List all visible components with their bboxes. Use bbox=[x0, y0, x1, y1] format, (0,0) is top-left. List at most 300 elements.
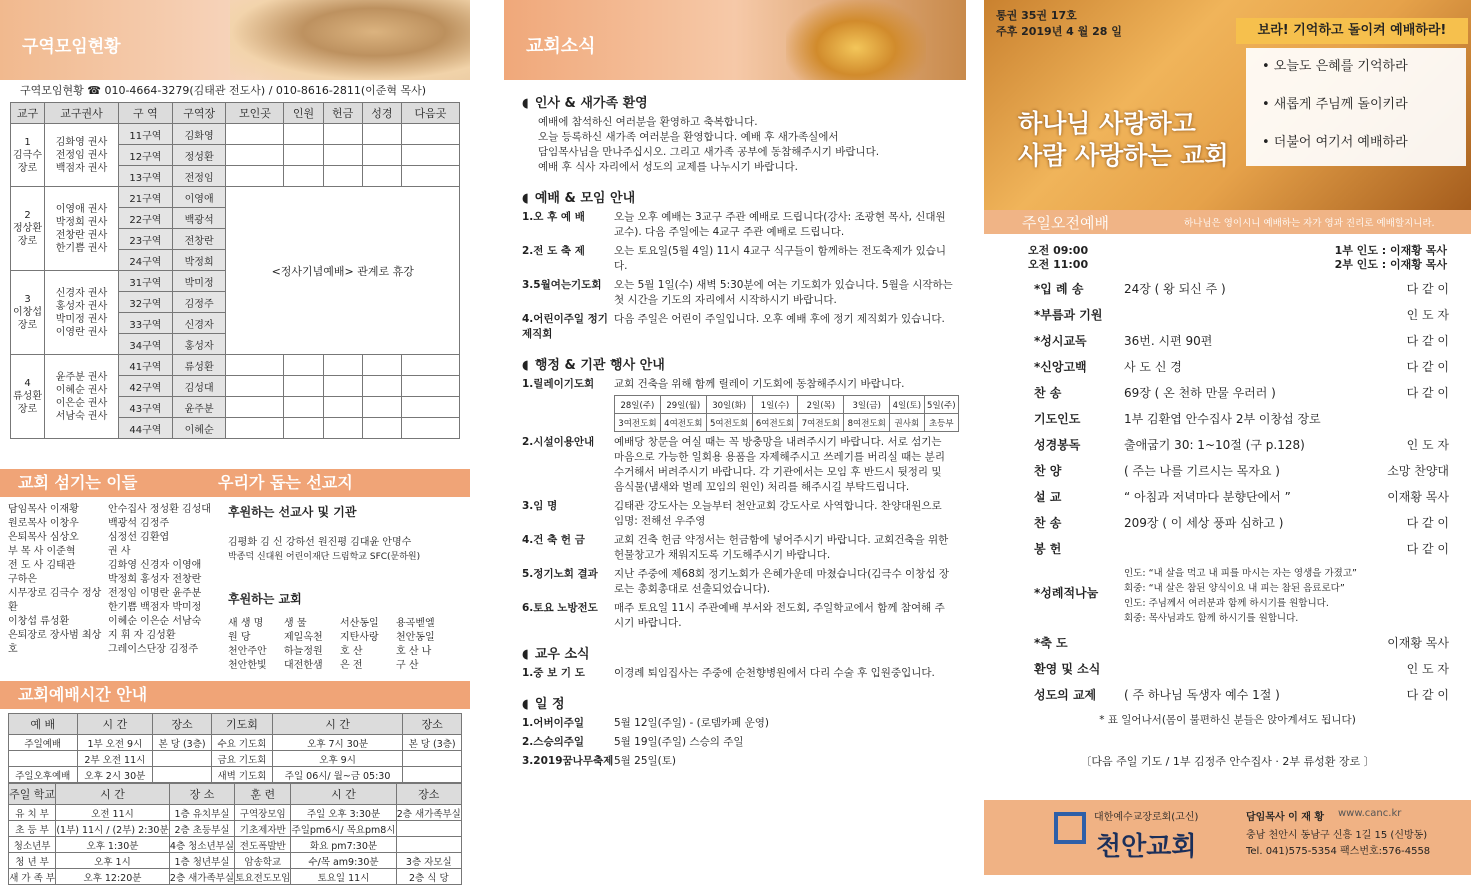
issue-date: 주후 2019년 4 월 28 일 bbox=[996, 25, 1122, 38]
district-name: 11구역 bbox=[119, 124, 173, 145]
admin-notice-item bbox=[522, 533, 966, 563]
slogan: 보라! 기억하고 돌이켜 예배하라! bbox=[1236, 18, 1468, 44]
servant-item: 백광석 김정주 bbox=[108, 518, 170, 529]
order-label: 환영 및 소식 bbox=[1034, 662, 1101, 676]
order-content bbox=[1124, 536, 1354, 562]
school-row bbox=[9, 869, 462, 885]
district-name: 42구역 bbox=[119, 376, 173, 397]
admin-notice-key: 6.토요 노방전도 bbox=[522, 602, 598, 614]
district-blank-cell bbox=[226, 355, 284, 376]
service-leader-1: 1부 인도 : 이재황 목사 bbox=[1334, 244, 1447, 257]
times-wrap bbox=[0, 709, 470, 885]
times-header-row bbox=[9, 714, 462, 735]
supported-church: 하늘정원 bbox=[284, 646, 323, 657]
order-row bbox=[984, 432, 1471, 458]
district-blank-cell bbox=[284, 145, 323, 166]
phone: Tel. 041)575-5354 팩스번호:576-4558 bbox=[1246, 846, 1431, 857]
member-notice-text: 이경례 퇴임집사는 주중에 순천향병원에서 다리 수술 후 입원중입니다. bbox=[614, 667, 935, 679]
district-col-header: 모인곳 bbox=[226, 103, 284, 124]
worship-notice-text: 오는 토요일(5월 4일) 11시 4교구 식구들이 함께하는 전도축제가 있습니다. bbox=[614, 245, 947, 272]
district-blank-cell bbox=[401, 355, 459, 376]
servant-item: 김화영 신경자 이영애 bbox=[108, 560, 202, 571]
order-row bbox=[984, 328, 1471, 354]
district-row bbox=[11, 187, 460, 208]
district-col-header: 성경 bbox=[362, 103, 401, 124]
rest-note: <정사기념예배> 관계로 휴강 bbox=[226, 187, 460, 355]
district-blank-cell bbox=[226, 397, 284, 418]
times-cell: 금요 기도회 bbox=[211, 751, 272, 767]
communion-row bbox=[984, 566, 1471, 626]
school-cell: 청 년 부 bbox=[9, 853, 56, 869]
support-people: 김평화 김 신 강하선 원진평 김대윤 안명수 bbox=[228, 537, 412, 548]
support-org: 박종덕 신대원 어린이재단 드림학교 SFC(문하원) bbox=[228, 552, 421, 562]
worship-notice-text: 오는 5월 1일(수) 새벽 5:30분에 여는 기도회가 있습니다. 5월을 시작하는 첫 시간을 기도의 자리에서 시작하시기 바랍니다. bbox=[614, 279, 953, 306]
service-bar bbox=[984, 210, 1471, 234]
member-notice-item bbox=[522, 666, 966, 681]
order-row bbox=[984, 630, 1471, 656]
schedule-item-text: 5월 12일(주일) - (로뎀카페 운영) bbox=[614, 717, 769, 729]
supported-church: 서산동일 bbox=[340, 618, 379, 629]
servant-item: 박정희 홍성자 전창란 bbox=[108, 574, 202, 585]
supported-church: 천안주안 bbox=[228, 646, 267, 657]
worship-notice-item bbox=[522, 312, 966, 342]
times-cell bbox=[403, 767, 462, 783]
order-leader: 다 같 이 bbox=[1406, 334, 1449, 348]
worship-order bbox=[984, 276, 1471, 562]
times-cell: 주일오후예배 bbox=[9, 767, 78, 783]
district-col-header: 구 역 bbox=[119, 103, 173, 124]
school-cell: 주일 오후 3:30분 bbox=[291, 805, 396, 821]
next-prayer: 〔다음 주일 기도 / 1부 김정주 안수집사 · 2부 류성환 장로 〕 bbox=[1080, 755, 1375, 768]
district-leader: 홍성자 bbox=[172, 334, 226, 355]
relay-day: 2일(목) bbox=[798, 396, 844, 414]
worship-notice-key: 4.어린이주일 정기 제직회 bbox=[522, 313, 608, 340]
district-leader: 박정희 bbox=[172, 250, 226, 271]
news-sec-greeting: ◖ 인사 & 새가족 환영 bbox=[522, 92, 966, 111]
school-row bbox=[9, 821, 462, 837]
admin-notice-text: 예배당 창문을 여실 때는 꼭 방충망을 내려주시기 바랍니다. 서로 섬기는 마음으로 가능한 일회용 용품을 자제해주시고 쓰레기를 버리실 때는 분리수거해서 버려주시기 바랍니다. 각 기관에서는 모임 후 반드시 뒷정리 및 음식물(냄새와 벌레 꼬임의 원인) 처리를 해주시길 부탁드립니다. bbox=[614, 436, 945, 493]
order-content: 209장 ( 이 세상 풍파 심하고 ) bbox=[1124, 516, 1284, 530]
relay-group: 4여전도회 bbox=[660, 414, 706, 432]
worship-notice-key: 3.5월여는기도회 bbox=[522, 279, 602, 291]
school-cell bbox=[396, 821, 461, 837]
school-cell: 4층 청소년부실 bbox=[169, 837, 234, 853]
times-col-header: 장소 bbox=[153, 714, 212, 735]
order-leader: 인 도 자 bbox=[1406, 662, 1449, 676]
district-gu: 1 김극수 장로 bbox=[11, 124, 45, 187]
district-leader: 전창란 bbox=[172, 229, 226, 250]
servant-item: 은퇴장로 장사범 최상호 bbox=[8, 630, 102, 655]
district-leader: 이혜순 bbox=[172, 418, 226, 439]
admin-notice-text: 지난 주중에 제68회 정기노회가 은혜가운데 마쳤습니다(김극수 이창섭 장로는 총회총대로 선출되었습니다). bbox=[614, 568, 949, 595]
relay-day: 1일(수) bbox=[752, 396, 798, 414]
school-cell: 구역장모임 bbox=[235, 805, 291, 821]
supported-church: 은 전 bbox=[340, 660, 363, 671]
district-name: 24구역 bbox=[119, 250, 173, 271]
stand-note: * 표 일어나서(몸이 불편하신 분들은 앉아계셔도 됩니다) bbox=[1099, 714, 1356, 726]
school-cell: 2층 새가족부실 bbox=[396, 805, 461, 821]
order-leader: 인 도 자 bbox=[1406, 438, 1449, 452]
worship-notice-item bbox=[522, 210, 966, 240]
slogan-point: • 더불어 여기서 예배하라 bbox=[1262, 135, 1408, 150]
admin-notice-key: 4.건 축 헌 금 bbox=[522, 534, 585, 546]
times-cell: 수요 기도회 bbox=[211, 735, 272, 751]
servant-item: 한기쁨 백점자 박미정 bbox=[108, 602, 202, 613]
district-blank-cell bbox=[401, 376, 459, 397]
mission-col bbox=[228, 503, 468, 671]
order-label: 성경봉독 bbox=[1034, 438, 1081, 452]
schedule-item-item bbox=[522, 754, 966, 769]
ginkgo-leaf-image bbox=[786, 0, 926, 80]
worship-list bbox=[504, 210, 966, 342]
order-leader: 다 같 이 bbox=[1406, 516, 1449, 530]
times-col-header: 장소 bbox=[403, 714, 462, 735]
supported-church: 제일옥천 bbox=[284, 632, 323, 643]
admin-notice-text: 매주 토요일 11시 주관예배 부서와 전도회, 주일학교에서 함께 참여해 주시기 바랍니다. bbox=[614, 602, 945, 629]
service-times bbox=[984, 234, 1471, 272]
school-cell: 2층 새가족부실 bbox=[169, 869, 234, 885]
relay-day: 28일(주) bbox=[615, 396, 661, 414]
times-col-header: 기도회 bbox=[211, 714, 272, 735]
supported-church: 천안동일 bbox=[396, 632, 435, 643]
order-label: 찬 송 bbox=[1034, 516, 1062, 530]
school-cell: 토요일 11시 bbox=[291, 869, 396, 885]
district-name: 31구역 bbox=[119, 271, 173, 292]
district-col-header: 헌금 bbox=[323, 103, 362, 124]
relay-table bbox=[614, 395, 959, 432]
admin-notice-key: 2.시설이용안내 bbox=[522, 436, 595, 448]
school-col-header: 시 간 bbox=[56, 784, 170, 805]
times-cell bbox=[153, 767, 212, 783]
supported-church: 생 물 bbox=[284, 618, 307, 629]
times-row bbox=[9, 751, 462, 767]
district-blank-cell bbox=[284, 166, 323, 187]
times-cell: 오후 9시 bbox=[272, 751, 402, 767]
supported-church: 원 당 bbox=[228, 632, 251, 643]
order-row bbox=[984, 536, 1471, 562]
order-content: “ 아침과 저녁마다 분향단에서 ” bbox=[1124, 490, 1291, 504]
district-blank-cell bbox=[323, 376, 362, 397]
members-list bbox=[504, 666, 966, 681]
relay-group: 3여전도회 bbox=[615, 414, 661, 432]
school-col-header: 장 소 bbox=[169, 784, 234, 805]
school-header-row bbox=[9, 784, 462, 805]
slogan-point: • 새롭게 주님께 돌이키라 bbox=[1262, 97, 1408, 112]
school-cell: 암송학교 bbox=[235, 853, 291, 869]
district-blank-cell bbox=[323, 124, 362, 145]
school-cell: 주일pm6시/ 목요pm8시 bbox=[291, 821, 396, 837]
times-cell bbox=[153, 751, 212, 767]
order-leader: 다 같 이 bbox=[1406, 688, 1449, 702]
school-cell bbox=[396, 837, 461, 853]
school-cell: 1층 유치부실 bbox=[169, 805, 234, 821]
district-blank-cell bbox=[323, 355, 362, 376]
order-row bbox=[984, 302, 1471, 328]
order-leader bbox=[1354, 406, 1449, 432]
times-cell: 주일예배 bbox=[9, 735, 78, 751]
order-label: *부름과 기원 bbox=[1034, 308, 1103, 322]
order-label: *입 례 송 bbox=[1034, 282, 1084, 296]
order-label: 설 교 bbox=[1034, 490, 1062, 504]
order-content: ( 주 하나님 독생자 예수 1절 ) bbox=[1124, 688, 1280, 702]
admin-notice-text: 교회 건축 헌금 약정서는 헌금함에 넣어주시기 바랍니다. 교회건축을 위한 헌물창고가 채워지도록 기도해주시기 바랍니다. bbox=[614, 534, 949, 561]
school-table bbox=[8, 783, 462, 885]
district-name: 12구역 bbox=[119, 145, 173, 166]
order-leader: 다 같 이 bbox=[1406, 360, 1449, 374]
times-cell: 본 당 (3층) bbox=[403, 735, 462, 751]
relay-group: 6여전도회 bbox=[752, 414, 798, 432]
times-cell bbox=[403, 751, 462, 767]
district-gu: 2 정상환 장로 bbox=[11, 187, 45, 271]
school-cell: 2층 식 당 bbox=[396, 869, 461, 885]
times-cell: 새벽 기도회 bbox=[211, 767, 272, 783]
worship-notice-item bbox=[522, 244, 966, 274]
servant-item: 부 목 사 이준혁 bbox=[8, 546, 76, 557]
servant-item: 은퇴목사 심상오 bbox=[8, 532, 79, 543]
times-col-header: 시 간 bbox=[272, 714, 402, 735]
district-col-header: 교구 bbox=[11, 103, 45, 124]
district-kwonsa: 윤주분 권사 이혜순 권사 이은순 권사 서남숙 권사 bbox=[45, 355, 119, 439]
member-notice-key: 1.중 보 기 도 bbox=[522, 667, 585, 679]
servant-item: 구하은 bbox=[8, 574, 37, 585]
order-row bbox=[984, 380, 1471, 406]
order-label: *성시교독 bbox=[1034, 334, 1087, 348]
district-col-header: 다음곳 bbox=[401, 103, 459, 124]
worship-notice-key: 2.전 도 축 제 bbox=[522, 245, 585, 257]
district-name: 22구역 bbox=[119, 208, 173, 229]
relay-who-row bbox=[615, 414, 959, 432]
school-cell: 2층 초등부실 bbox=[169, 821, 234, 837]
service-leader-2: 2부 인도 : 이재황 목사 bbox=[1334, 258, 1447, 271]
district-gu: 3 이창섭 장로 bbox=[11, 271, 45, 355]
district-name: 34구역 bbox=[119, 334, 173, 355]
communion-key: *성례적나눔 bbox=[1034, 586, 1099, 600]
church-logo-icon bbox=[1054, 812, 1086, 844]
school-col-header: 시 간 bbox=[291, 784, 396, 805]
order-label: 찬 양 bbox=[1034, 464, 1062, 478]
district-leader: 김성대 bbox=[172, 376, 226, 397]
news-title: 교회소식 bbox=[526, 36, 596, 57]
order-label: 봉 헌 bbox=[1034, 542, 1062, 556]
district-blank-cell bbox=[323, 397, 362, 418]
order-row bbox=[984, 510, 1471, 536]
order-leader: 다 같 이 bbox=[1406, 282, 1449, 296]
district-leader: 정성환 bbox=[172, 145, 226, 166]
supported-church: 구 산 bbox=[396, 660, 419, 671]
district-blank-cell bbox=[284, 397, 323, 418]
district-row bbox=[11, 355, 460, 376]
order-content: 1부 김환엽 안수집사 2부 이창섭 장로 bbox=[1124, 412, 1321, 426]
district-leader: 윤주분 bbox=[172, 397, 226, 418]
servant-item: 전 도 사 김태관 bbox=[8, 560, 76, 571]
district-col-header: 인원 bbox=[284, 103, 323, 124]
order-label: 성도의 교제 bbox=[1034, 688, 1097, 702]
relay-group: 7여전도회 bbox=[798, 414, 844, 432]
district-col-header: 구역장 bbox=[172, 103, 226, 124]
district-name: 23구역 bbox=[119, 229, 173, 250]
district-leader: 김정주 bbox=[172, 292, 226, 313]
order-label: *축 도 bbox=[1034, 636, 1068, 650]
church-name: 천안교회 bbox=[1096, 832, 1197, 862]
relay-text: 교회 건축을 위해 함께 릴레이 기도회에 동참해주시기 바랍니다. bbox=[614, 378, 905, 390]
servants-band-title: 교회 섬기는 이들 bbox=[18, 473, 138, 492]
district-blank-cell bbox=[401, 124, 459, 145]
admin-list bbox=[504, 435, 966, 631]
district-blank-cell bbox=[362, 397, 401, 418]
news-sec-schedule: ◖ 일 정 bbox=[522, 693, 966, 712]
school-cell: 오후 1시 bbox=[56, 853, 170, 869]
district-leader: 류성환 bbox=[172, 355, 226, 376]
order-label: *신앙고백 bbox=[1034, 360, 1087, 374]
times-row bbox=[9, 735, 462, 751]
supported-church: 대전한샘 bbox=[284, 660, 323, 671]
district-name: 33구역 bbox=[119, 313, 173, 334]
news-sec-admin: ◖ 행정 & 기관 행사 안내 bbox=[522, 354, 966, 373]
worship-notice-key: 1.오 후 예 배 bbox=[522, 211, 585, 223]
communion-text: 인도: “내 살을 먹고 내 피를 마시는 자는 영생을 가졌고” 회중: “내 살은 참된 양식이요 내 피는 참된 음료로다” 인도: 주님께서 여러분과 함께 하시기를 원합니다. 회중: 목사님과도 함께 하시기를 원합니다. bbox=[1124, 568, 1357, 624]
relay-group: 초등부 bbox=[924, 414, 958, 432]
order-label: 찬 송 bbox=[1034, 386, 1062, 400]
district-blank-cell bbox=[284, 376, 323, 397]
district-blank-cell bbox=[226, 145, 284, 166]
admin-notice-key: 3.임 명 bbox=[522, 500, 558, 512]
district-leader: 김화영 bbox=[172, 124, 226, 145]
school-cell: 화요 pm7:30분 bbox=[291, 837, 396, 853]
school-cell: 청소년부 bbox=[9, 837, 56, 853]
address: 충남 천안시 동남구 신흥 1길 15 (신방동) bbox=[1246, 830, 1428, 841]
district-kwonsa: 김화영 권사 전정임 권사 백점자 권사 bbox=[45, 124, 119, 187]
news-header bbox=[504, 0, 966, 80]
times-cell: 1부 오전 9시 bbox=[77, 735, 153, 751]
times-cell: 주일 06시/ 월~금 05:30 bbox=[272, 767, 402, 783]
relay-day: 5일(주) bbox=[924, 396, 958, 414]
district-blank-cell bbox=[362, 124, 401, 145]
mission-band-title: 우리가 돕는 선교지 bbox=[218, 473, 353, 492]
school-row bbox=[9, 853, 462, 869]
times-cell: 본 당 (3층) bbox=[153, 735, 212, 751]
website: www.canc.kr bbox=[1338, 808, 1402, 819]
order-content: 69장 ( 온 천하 만물 우러러 ) bbox=[1124, 386, 1276, 400]
school-cell: 오후 12:20분 bbox=[56, 869, 170, 885]
school-row bbox=[9, 805, 462, 821]
order-row bbox=[984, 484, 1471, 510]
admin-notice-item bbox=[522, 435, 966, 495]
school-col-header: 주일 학교 bbox=[9, 784, 56, 805]
district-blank-cell bbox=[226, 418, 284, 439]
district-kwonsa: 이영애 권사 박정희 권사 전창란 권사 한기쁨 권사 bbox=[45, 187, 119, 271]
district-blank-cell bbox=[362, 145, 401, 166]
school-cell: 오전 11시 bbox=[56, 805, 170, 821]
servants-section bbox=[0, 497, 470, 671]
district-title: 구역모임현황 bbox=[22, 37, 121, 57]
pastor-name: 담임목사 이 재 황 bbox=[1246, 812, 1325, 823]
order-leader: 다 같 이 bbox=[1406, 542, 1449, 556]
church-grid bbox=[228, 617, 468, 673]
times-cell: 2부 오전 11시 bbox=[77, 751, 153, 767]
supported-church: 천안한빛 bbox=[228, 660, 267, 671]
servant-item: 전정임 이명란 윤주분 bbox=[108, 588, 202, 599]
times-col-header: 예 배 bbox=[9, 714, 78, 735]
slogan-point: • 오늘도 은혜를 기억하라 bbox=[1262, 59, 1408, 74]
school-cell: 새 가 족 부 bbox=[9, 869, 56, 885]
district-panel bbox=[0, 0, 470, 884]
servant-item: 안수집사 정성환 김성대 bbox=[108, 504, 211, 515]
order-content bbox=[1124, 630, 1354, 656]
admin-notice-text: 김태관 강도사는 오늘부터 천안교회 강도사로 사역합니다. 찬양대원으로 임명: 전해선 우주영 bbox=[614, 500, 942, 527]
supported-church: 호 산 나 bbox=[396, 646, 432, 657]
admin-notice-item bbox=[522, 499, 966, 529]
bulletin-cover-panel bbox=[984, 0, 1471, 875]
servant-item: 원로목사 이창우 bbox=[8, 518, 79, 529]
relay-days-row bbox=[615, 396, 959, 414]
news-sec-worship: ◖ 예배 & 모임 안내 bbox=[522, 187, 966, 206]
relay-day: 30일(화) bbox=[706, 396, 752, 414]
relay-group: 권사회 bbox=[890, 414, 924, 432]
church-motto-line1: 하나님 사랑하고 bbox=[1018, 109, 1196, 138]
order-row bbox=[984, 682, 1471, 708]
servant-item: 심정선 김환엽 bbox=[108, 532, 170, 543]
district-blank-cell bbox=[362, 166, 401, 187]
servant-item: 권 사 bbox=[108, 546, 131, 557]
district-blank-cell bbox=[362, 355, 401, 376]
district-name: 13구역 bbox=[119, 166, 173, 187]
issue-volume: 통권 35권 17호 bbox=[996, 9, 1077, 22]
district-blank-cell bbox=[323, 166, 362, 187]
order-content: 24장 ( 왕 되신 주 ) bbox=[1124, 282, 1226, 296]
worship-notice-text: 오늘 오후 예배는 3교구 주관 예배로 드립니다(강사: 조광현 목사, 신대원 교수). 다음 주일에는 4교구 주관 예배로 드립니다. bbox=[614, 211, 946, 238]
church-footer bbox=[984, 800, 1471, 875]
district-kwonsa: 신경자 권사 홍성자 권사 박미정 권사 이영란 권사 bbox=[45, 271, 119, 355]
district-blank-cell bbox=[226, 124, 284, 145]
district-blank-cell bbox=[226, 166, 284, 187]
relay-row bbox=[522, 377, 966, 392]
service-time-2: 오전 11:00 bbox=[1028, 258, 1089, 271]
order-content bbox=[1124, 302, 1354, 328]
district-table-wrap bbox=[0, 102, 470, 439]
order-content: 사 도 신 경 bbox=[1124, 360, 1182, 374]
relay-group: 5여전도회 bbox=[706, 414, 752, 432]
order-content bbox=[1124, 656, 1354, 682]
district-name: 44구역 bbox=[119, 418, 173, 439]
schedule-list bbox=[504, 716, 966, 769]
district-header bbox=[0, 0, 470, 80]
order-leader: 소망 찬양대 bbox=[1387, 464, 1449, 478]
district-contact: 구역모임현황 ☎ 010-4664-3279(김태관 전도사) / 010-8616-2811(이준혁 목사) bbox=[20, 84, 427, 97]
service-verse: 하나님은 영이시니 예배하는 자가 영과 진리로 예배할지니라. bbox=[1184, 218, 1435, 229]
order-leader: 인 도 자 bbox=[1406, 308, 1449, 322]
district-leader: 백광석 bbox=[172, 208, 226, 229]
district-name: 43구역 bbox=[119, 397, 173, 418]
order-row bbox=[984, 354, 1471, 380]
district-blank-cell bbox=[401, 397, 459, 418]
order-content: 36번. 시편 90편 bbox=[1124, 334, 1213, 348]
denomination: 대한예수교장로회(고신) bbox=[1094, 812, 1199, 823]
service-name: 주일오전예배 bbox=[1022, 213, 1109, 232]
admin-notice-item bbox=[522, 601, 966, 631]
district-leader: 전정임 bbox=[172, 166, 226, 187]
district-gu: 4 류성환 장로 bbox=[11, 355, 45, 439]
greeting-text: 예배에 참석하신 여러분을 환영하고 축복합니다. 오늘 등록하신 새가족 여러분을 환영합니다. 예배 후 새가족실에서 담임목사님을 만나주십시오. 그리고 새가족 공부에 동참해주시기 바랍니다. 예배 후 식사 자리에서 성도의 교제를 나누시기 바랍니다. bbox=[538, 116, 880, 173]
school-cell: 전도폭발반 bbox=[235, 837, 291, 853]
admin-notice-key: 5.정기노회 결과 bbox=[522, 568, 598, 580]
schedule-item-key: 1.어버이주일 bbox=[522, 717, 585, 729]
servant-item: 이혜순 이은순 서남숙 bbox=[108, 616, 202, 627]
school-cell: 토요전도모임 bbox=[235, 869, 291, 885]
servants-band bbox=[0, 469, 470, 497]
school-cell: 수/목 am9:30분 bbox=[291, 853, 396, 869]
support-title: 후원하는 선교사 및 기관 bbox=[228, 505, 357, 519]
relay-group: 8여전도회 bbox=[844, 414, 890, 432]
